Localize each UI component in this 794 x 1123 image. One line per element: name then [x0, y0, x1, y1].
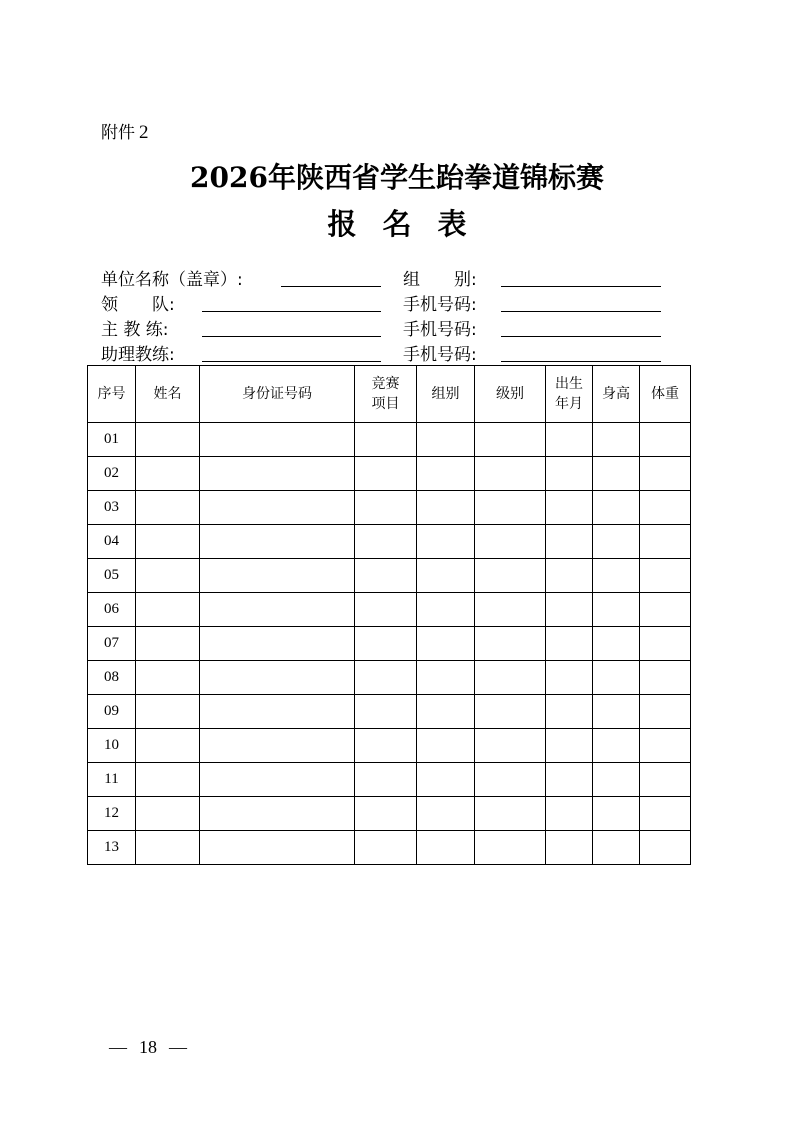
group-field[interactable] [501, 286, 661, 287]
cell-height[interactable] [593, 695, 640, 729]
assistant-coach-phone-label: 手机号码: [403, 345, 477, 365]
registration-table [87, 365, 691, 865]
cell-height[interactable] [593, 559, 640, 593]
cell-event[interactable] [355, 423, 417, 457]
cell-weight[interactable] [640, 491, 691, 525]
cell-id-number[interactable] [200, 593, 355, 627]
header-col-birth: 出生 年月 [546, 366, 593, 423]
cell-weight-class[interactable] [475, 423, 546, 457]
cell-name[interactable] [136, 593, 200, 627]
cell-name[interactable] [136, 423, 200, 457]
row-index: 09 [88, 695, 136, 729]
cell-event[interactable] [355, 797, 417, 831]
row-index: 02 [88, 457, 136, 491]
cell-birth[interactable] [546, 797, 593, 831]
cell-id-number[interactable] [200, 763, 355, 797]
cell-event[interactable] [355, 593, 417, 627]
cell-height[interactable] [593, 797, 640, 831]
cell-event[interactable] [355, 661, 417, 695]
cell-name[interactable] [136, 661, 200, 695]
cell-weight[interactable] [640, 593, 691, 627]
cell-birth[interactable] [546, 627, 593, 661]
cell-height[interactable] [593, 831, 640, 865]
cell-name[interactable] [136, 491, 200, 525]
cell-name[interactable] [136, 525, 200, 559]
cell-height[interactable] [593, 525, 640, 559]
header-col-name: 姓名 [136, 366, 200, 423]
row-index: 05 [88, 559, 136, 593]
header-col-weight: 体重 [640, 366, 691, 423]
attachment-label [101, 118, 149, 144]
row-index: 08 [88, 661, 136, 695]
table-row [88, 627, 691, 661]
cell-weight-class[interactable] [475, 729, 546, 763]
cell-event[interactable] [355, 491, 417, 525]
table-row [88, 661, 691, 695]
cell-weight-class[interactable] [475, 525, 546, 559]
cell-group[interactable] [417, 797, 475, 831]
cell-id-number[interactable] [200, 831, 355, 865]
head-coach-phone-field[interactable] [501, 336, 661, 337]
cell-height[interactable] [593, 763, 640, 797]
footer-dash-right: — [169, 1037, 187, 1057]
cell-weight-class[interactable] [475, 831, 546, 865]
leader-field[interactable] [202, 311, 381, 312]
row-index: 12 [88, 797, 136, 831]
cell-event[interactable] [355, 695, 417, 729]
cell-height[interactable] [593, 423, 640, 457]
leader-phone-field[interactable] [501, 311, 661, 312]
cell-weight[interactable] [640, 661, 691, 695]
cell-group[interactable] [417, 627, 475, 661]
table-header-row [88, 366, 691, 423]
cell-event[interactable] [355, 831, 417, 865]
cell-weight-class[interactable] [475, 695, 546, 729]
cell-weight-class[interactable] [475, 491, 546, 525]
cell-weight-class[interactable] [475, 457, 546, 491]
row-index: 13 [88, 831, 136, 865]
cell-event[interactable] [355, 559, 417, 593]
cell-group[interactable] [417, 695, 475, 729]
table-row [88, 423, 691, 457]
cell-weight-class[interactable] [475, 763, 546, 797]
cell-name[interactable] [136, 797, 200, 831]
cell-height[interactable] [593, 491, 640, 525]
head-coach-phone-label: 手机号码: [403, 320, 477, 340]
cell-weight[interactable] [640, 797, 691, 831]
table-row [88, 763, 691, 797]
row-index: 10 [88, 729, 136, 763]
cell-weight[interactable] [640, 831, 691, 865]
leader-phone-label: 手机号码: [403, 295, 477, 315]
table-row [88, 491, 691, 525]
table-row [88, 831, 691, 865]
cell-name[interactable] [136, 831, 200, 865]
table-row [88, 559, 691, 593]
cell-weight-class[interactable] [475, 559, 546, 593]
cell-id-number[interactable] [200, 661, 355, 695]
header-col-height: 身高 [593, 366, 640, 423]
cell-group[interactable] [417, 457, 475, 491]
cell-height[interactable] [593, 661, 640, 695]
table-row [88, 593, 691, 627]
head-coach-label: 主 教 练: [101, 320, 169, 340]
info-row-assistant-coach [101, 340, 681, 364]
leader-label: 领 队: [101, 295, 175, 315]
cell-name[interactable] [136, 559, 200, 593]
cell-birth[interactable] [546, 457, 593, 491]
row-index: 06 [88, 593, 136, 627]
cell-birth[interactable] [546, 525, 593, 559]
cell-group[interactable] [417, 831, 475, 865]
cell-weight[interactable] [640, 457, 691, 491]
cell-height[interactable] [593, 457, 640, 491]
info-row-head-coach [101, 315, 681, 339]
cell-id-number[interactable] [200, 627, 355, 661]
cell-group[interactable] [417, 559, 475, 593]
cell-weight[interactable] [640, 763, 691, 797]
cell-id-number[interactable] [200, 695, 355, 729]
cell-group[interactable] [417, 763, 475, 797]
table-body [88, 423, 691, 865]
cell-group[interactable] [417, 423, 475, 457]
cell-group[interactable] [417, 525, 475, 559]
header-col-event: 竞赛 项目 [355, 366, 417, 423]
cell-birth[interactable] [546, 491, 593, 525]
cell-group[interactable] [417, 661, 475, 695]
cell-id-number[interactable] [200, 525, 355, 559]
row-index: 07 [88, 627, 136, 661]
info-row-unit [101, 265, 681, 289]
row-index: 11 [88, 763, 136, 797]
unit-field[interactable] [281, 286, 381, 287]
cell-weight[interactable] [640, 559, 691, 593]
header-col-index: 序号 [88, 366, 136, 423]
table-row [88, 797, 691, 831]
cell-height[interactable] [593, 729, 640, 763]
cell-id-number[interactable] [200, 423, 355, 457]
cell-height[interactable] [593, 593, 640, 627]
cell-weight-class[interactable] [475, 797, 546, 831]
unit-label: 单位名称（盖章）: [101, 270, 243, 290]
assistant-coach-phone-field[interactable] [501, 361, 661, 362]
assistant-coach-label: 助理教练: [101, 345, 175, 365]
cell-weight[interactable] [640, 627, 691, 661]
cell-birth[interactable] [546, 661, 593, 695]
cell-birth[interactable] [546, 831, 593, 865]
cell-event[interactable] [355, 525, 417, 559]
cell-id-number[interactable] [200, 559, 355, 593]
cell-group[interactable] [417, 593, 475, 627]
cell-birth[interactable] [546, 763, 593, 797]
attachment-number: 2 [139, 122, 149, 143]
cell-event[interactable] [355, 729, 417, 763]
cell-id-number[interactable] [200, 797, 355, 831]
cell-group[interactable] [417, 491, 475, 525]
header-col-id-number: 身份证号码 [200, 366, 355, 423]
document-subtitle: 报名表 [327, 207, 493, 241]
cell-event[interactable] [355, 457, 417, 491]
cell-name[interactable] [136, 457, 200, 491]
cell-birth[interactable] [546, 559, 593, 593]
row-index: 03 [88, 491, 136, 525]
header-col-weight-class: 级别 [475, 366, 546, 423]
cell-id-number[interactable] [200, 729, 355, 763]
cell-name[interactable] [136, 763, 200, 797]
cell-event[interactable] [355, 627, 417, 661]
cell-birth[interactable] [546, 423, 593, 457]
cell-height[interactable] [593, 627, 640, 661]
cell-weight[interactable] [640, 525, 691, 559]
head-coach-field[interactable] [202, 336, 381, 337]
cell-birth[interactable] [546, 729, 593, 763]
cell-id-number[interactable] [200, 491, 355, 525]
cell-group[interactable] [417, 729, 475, 763]
cell-name[interactable] [136, 627, 200, 661]
document-title: 2026年陕西省学生跆拳道锦标赛 [190, 161, 604, 194]
attachment-text: 附件 [101, 123, 135, 143]
cell-name[interactable] [136, 695, 200, 729]
cell-weight[interactable] [640, 423, 691, 457]
table-row [88, 695, 691, 729]
cell-birth[interactable] [546, 593, 593, 627]
cell-weight[interactable] [640, 695, 691, 729]
table-row [88, 729, 691, 763]
cell-weight-class[interactable] [475, 661, 546, 695]
table-row [88, 457, 691, 491]
cell-name[interactable] [136, 729, 200, 763]
cell-id-number[interactable] [200, 457, 355, 491]
row-index: 04 [88, 525, 136, 559]
page-number: 18 [139, 1037, 157, 1057]
assistant-coach-field[interactable] [202, 361, 381, 362]
table-row [88, 525, 691, 559]
group-label: 组 别: [403, 270, 477, 290]
cell-weight-class[interactable] [475, 593, 546, 627]
header-col-group: 组别 [417, 366, 475, 423]
footer-dash-left: — [109, 1037, 127, 1057]
cell-weight-class[interactable] [475, 627, 546, 661]
page-footer [103, 1037, 193, 1058]
info-row-leader [101, 290, 681, 314]
cell-birth[interactable] [546, 695, 593, 729]
row-index: 01 [88, 423, 136, 457]
cell-event[interactable] [355, 763, 417, 797]
cell-weight[interactable] [640, 729, 691, 763]
